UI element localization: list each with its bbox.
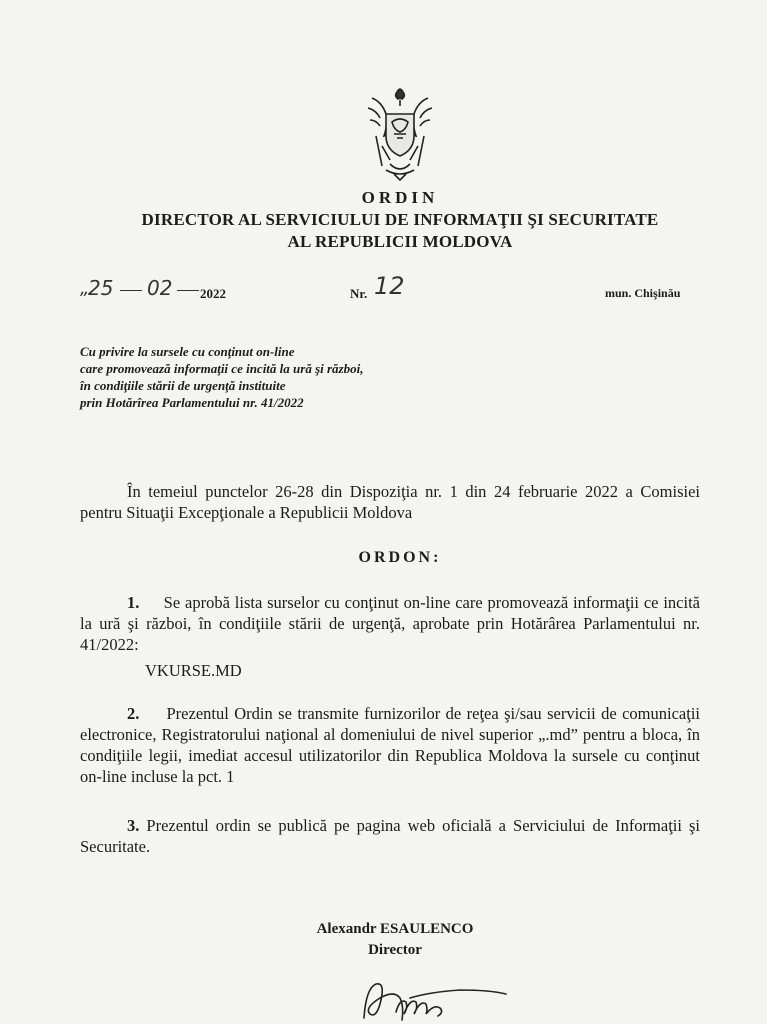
- date-number-row: [0, 272, 767, 306]
- date-underline-2: [177, 290, 199, 291]
- date-open-quote: „: [80, 278, 90, 299]
- institution-line-2: AL REPUBLICII MOLDOVA: [287, 232, 513, 251]
- signatory-role: Director: [368, 942, 422, 958]
- place-name: mun. Chişinău: [605, 286, 681, 300]
- point-1-paragraph: [80, 592, 700, 655]
- ordon-heading: ORDON:: [358, 549, 442, 566]
- page-title: ORDIN: [361, 188, 439, 207]
- institution-line-1: DIRECTOR AL SERVICIULUI DE INFORMAŢII ŞI SECURITATE: [141, 210, 659, 229]
- date-day: 25: [88, 276, 114, 300]
- order-number-value: 12: [374, 272, 405, 300]
- point-2-number: 2.: [127, 704, 140, 723]
- subject-line: Cu privire la sursele cu conţinut on-line: [80, 344, 295, 359]
- preamble-paragraph: În temeiul punctelor 26-28 din Dispoziţia nr. 1 din 24 februarie 2022 a Comisiei pentru Situaţii Excepţionale a Republicii Moldova: [80, 482, 700, 522]
- point-3-paragraph: [80, 815, 700, 857]
- point-1-number: 1.: [127, 593, 140, 612]
- handwritten-signature-icon: [350, 968, 510, 1024]
- coat-of-arms-icon: [364, 84, 436, 184]
- date-underline-1: [120, 290, 142, 291]
- order-number-label: Nr.: [350, 286, 368, 301]
- order-subject: [80, 343, 440, 411]
- point-1-list-item: VKURSE.MD: [145, 661, 242, 680]
- date-month: 02: [147, 276, 173, 300]
- point-3-number: 3.: [127, 816, 140, 835]
- subject-line: în condiţiile stării de urgenţă instituite: [80, 378, 286, 393]
- point-1-text: Se aprobă lista surselor cu conţinut on-line care promovează informaţii ce incită la ură şi război, în condiţiile stării de urgenţă, aprobate prin Hotărârea Parlamentului nr. 41/2022:: [80, 593, 700, 654]
- point-2-paragraph: [80, 703, 700, 787]
- signatory-name: Alexandr ESAULENCO: [316, 921, 474, 937]
- date-year: 2022: [200, 286, 226, 301]
- point-3-text: Prezentul ordin se publică pe pagina web oficială a Serviciului de Informaţii şi Securitate.: [80, 816, 701, 856]
- subject-line: prin Hotărîrea Parlamentului nr. 41/2022: [80, 395, 304, 410]
- point-2-text: Prezentul Ordin se transmite furnizorilor de reţea şi/sau servicii de comunicaţii electronice, Registratorului naţional al domeniului de nivel superior „.md” pentru a bloca, în condiţiile legii, imediat accesul utilizatorilor din Republica Moldova la sursele cu conţinut on-line incluse la pct. 1: [80, 704, 700, 786]
- subject-line: care promovează informaţii ce incită la ură şi război,: [80, 361, 364, 376]
